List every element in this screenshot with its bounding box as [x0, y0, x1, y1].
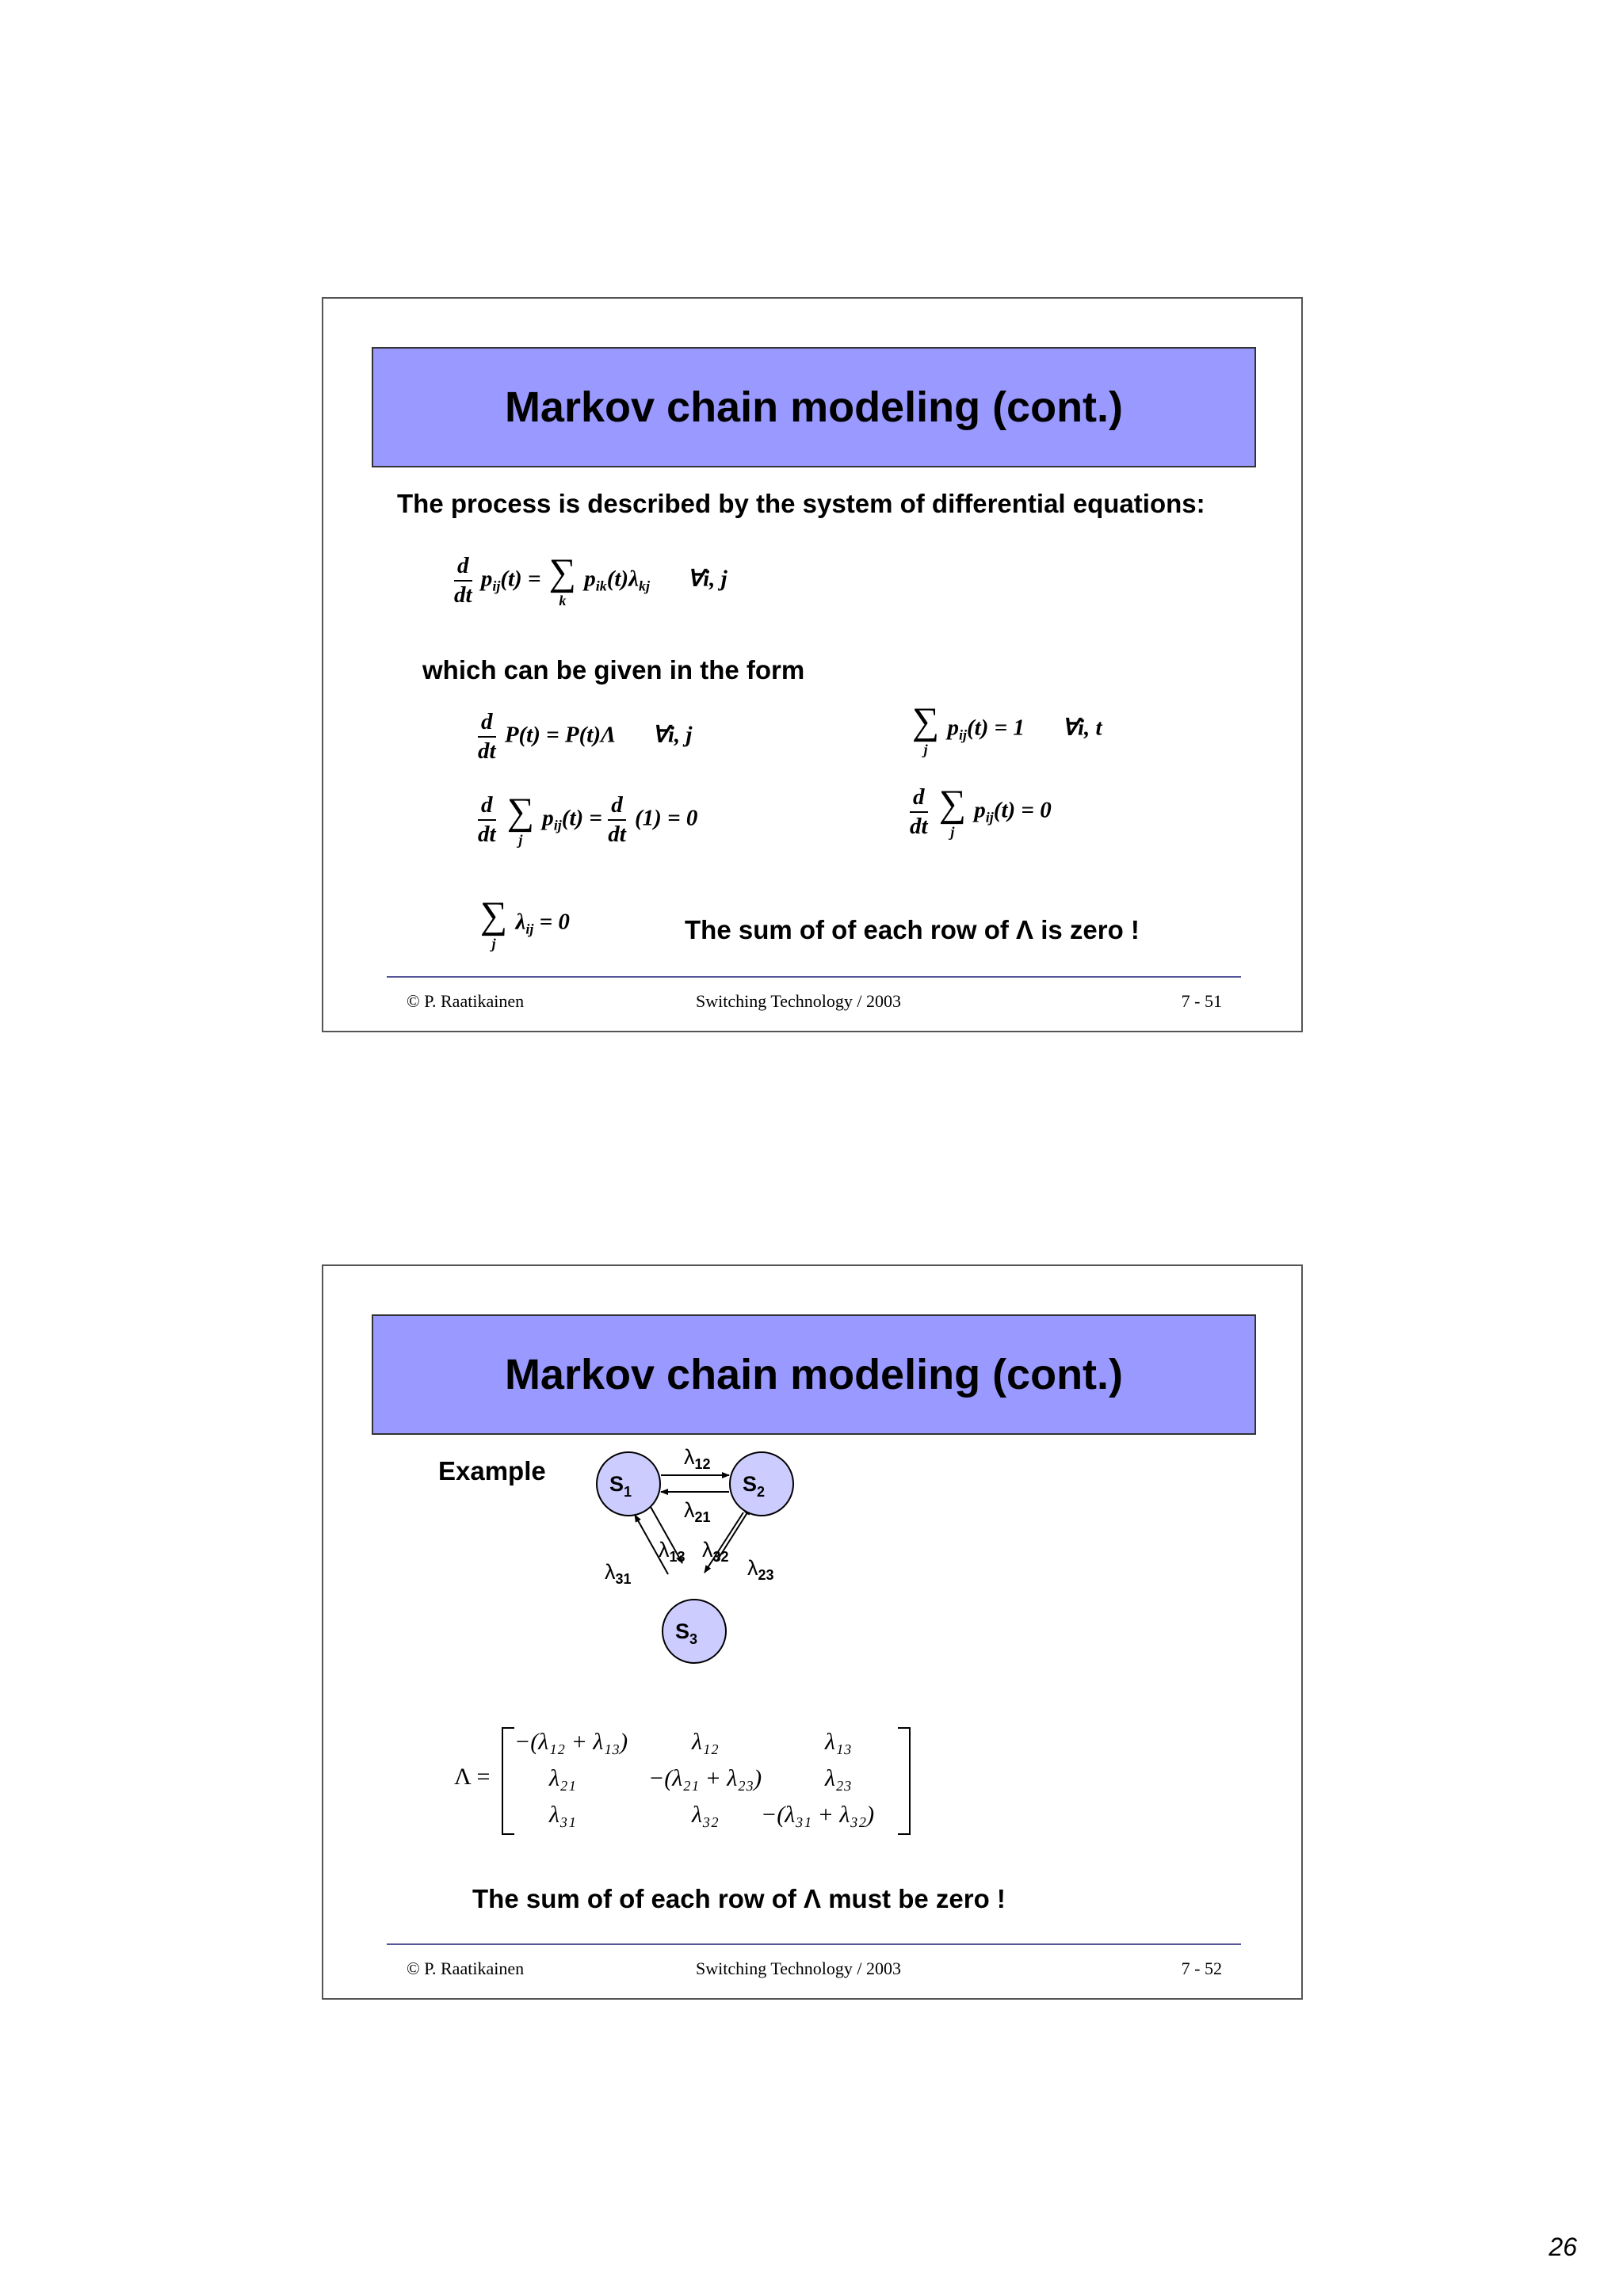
matrix-cell-1-2: λ₁₂: [692, 1729, 719, 1755]
state-diagram: [545, 1444, 941, 1706]
example-label: Example: [438, 1456, 546, 1486]
equation-row-sum-one: ∑ j $p_{ij}(t) = 1$ ∀i, t: [912, 700, 1102, 757]
page-number: 26: [1549, 2233, 1577, 2261]
footer-divider: [387, 1943, 1241, 1945]
rate-label-32: $\lambda_{32}$: [702, 1538, 729, 1565]
matrix-cell-3-3: −(λ₃₁ + λ₃₂): [761, 1802, 875, 1828]
rate-label-31: $\lambda_{31}$: [605, 1560, 632, 1587]
state-label-s1: $S_1$: [609, 1472, 632, 1500]
equation-derivative-sum-zero: $\frac{d}{dt}$ ∑ j $p_{ij}(t) = 0$: [910, 783, 1052, 840]
rate-label-21: $\lambda_{21}$: [684, 1498, 711, 1525]
slide-title: Markov chain modeling (cont.): [372, 347, 1256, 467]
rate-label-13: $\lambda_{13}$: [659, 1538, 685, 1565]
row-sum-note: The sum of of each row of Λ must be zero !: [472, 1884, 1006, 1913]
matrix-cell-3-1: λ₃₁: [549, 1802, 576, 1828]
slide-7-52: [322, 1264, 1303, 2000]
matrix-cell-2-3: λ₂₃: [825, 1765, 852, 1791]
footer-author: © P. Raatikainen: [407, 1958, 525, 1978]
form-text: which can be given in the form: [422, 655, 805, 685]
rate-label-12: $\lambda_{12}$: [684, 1445, 711, 1472]
footer-slide-number: 7 - 52: [1181, 1958, 1222, 1978]
row-sum-note: The sum of of each row of Λ is zero !: [685, 915, 1140, 944]
rate-label-23: $\lambda_{23}$: [747, 1556, 774, 1583]
matrix-lhs: Λ =: [454, 1764, 491, 1790]
intro-text: The process is described by the system of differential equations:: [397, 489, 1205, 518]
slide-title: Markov chain modeling (cont.): [372, 1314, 1256, 1435]
equation-matrix-derivative: $\frac{d}{dt}$ P(t) = P(t)Λ ∀i, j: [478, 709, 693, 764]
matrix-left-bracket: [502, 1727, 514, 1835]
footer-divider: [387, 976, 1241, 978]
matrix-cell-1-3: λ₁₃: [825, 1729, 852, 1755]
matrix-right-bracket: [898, 1727, 911, 1835]
generator-matrix: [454, 1726, 875, 1836]
matrix-cell-2-1: λ₂₁: [549, 1765, 576, 1791]
state-label-s3: $S_3$: [674, 1619, 698, 1647]
state-label-s2: $S_2$: [742, 1472, 766, 1500]
footer-author: © P. Raatikainen: [407, 991, 525, 1011]
matrix-cell-1-1: −(λ₁₂ + λ₁₃): [514, 1729, 628, 1755]
footer-course: Switching Technology / 2003: [696, 1958, 901, 1978]
footer-slide-number: 7 - 51: [1181, 991, 1222, 1011]
matrix-cell-2-2: −(λ₂₁ + λ₂₃): [648, 1765, 762, 1791]
equation-derivative-pij: $\frac{d}{dt}$ $p_{ij}(t)$ = ∑ k $p_{ik}(t)\lambda_{kj}$ ∀i, j: [454, 551, 727, 608]
equation-derivative-sum: $\frac{d}{dt}$ ∑ j $p_{ij}(t)$ = $\frac{d}{dt}$ (1) = 0: [478, 791, 698, 848]
equation-lambda-sum: ∑ j $\lambda_{ij} = 0$: [480, 894, 570, 952]
matrix-cell-3-2: λ₃₂: [692, 1802, 719, 1828]
slide-7-51: [322, 297, 1303, 1032]
footer-course: Switching Technology / 2003: [696, 991, 901, 1011]
